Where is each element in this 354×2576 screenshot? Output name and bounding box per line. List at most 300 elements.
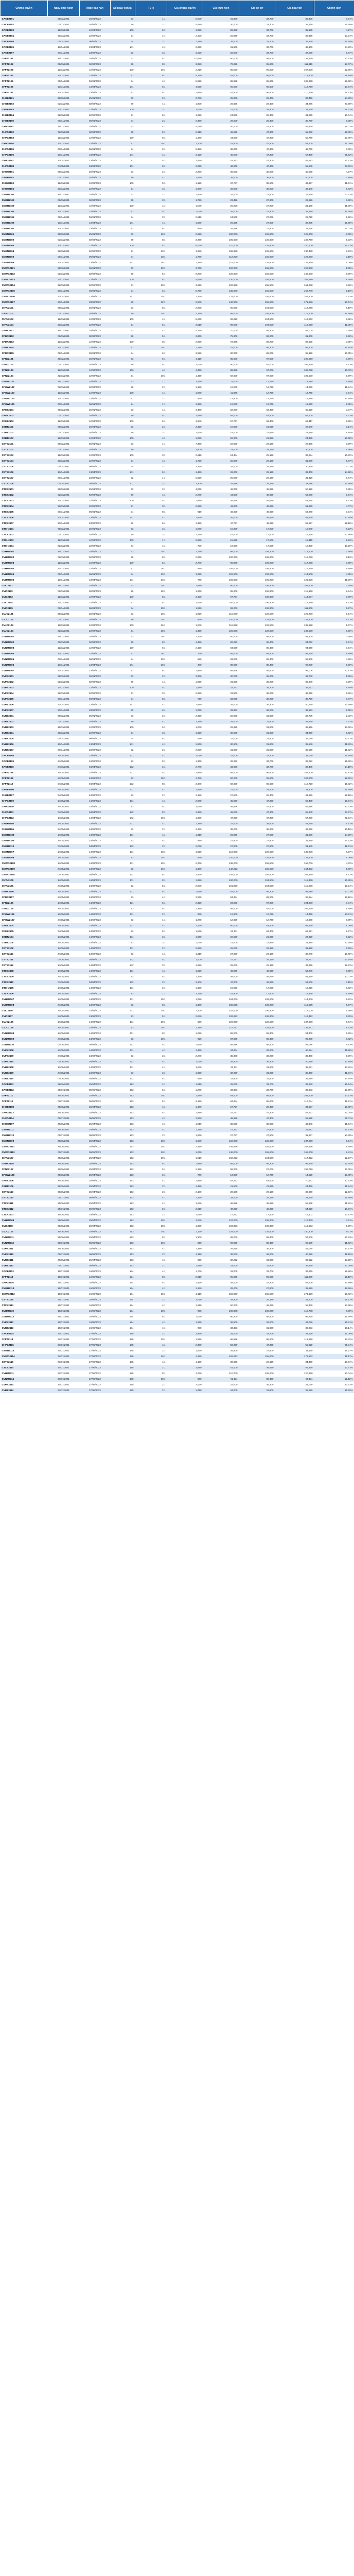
table-row: [1, 1178, 354, 1184]
cell-warrant-price: 1,380: [167, 1246, 203, 1252]
cell-maturity-date: 14/03/2022: [80, 912, 111, 918]
cell-days-left: 93: [111, 776, 135, 782]
cell-premium: 0.54%: [314, 612, 354, 617]
cell-premium: 7.29%: [314, 680, 354, 685]
cell-warrant-code: CSTB2108: [1, 481, 48, 487]
cell-ratio: 4:1: [135, 45, 167, 50]
cell-underlying-price: 95,600: [239, 73, 275, 79]
cell-warrant-code: CMBB2113: [1, 1286, 48, 1292]
cell-maturity-date: 24/02/2022: [80, 1037, 111, 1042]
cell-underlying-price: 29,150: [239, 442, 275, 447]
cell-underlying-price: 47,300: [239, 152, 275, 158]
cell-warrant-code: CTCH2102: [1, 532, 48, 538]
cell-warrant-code: CVNM2102: [1, 640, 48, 646]
cell-warrant-price: 1,830: [167, 1348, 203, 1354]
cell-strike-price: 44,000: [203, 493, 239, 498]
cell-breakeven-price: 32,460: [275, 96, 314, 101]
table-row: [1, 243, 354, 249]
table-row: [1, 152, 354, 158]
cell-warrant-code: CTCH2104: [1, 544, 48, 549]
cell-warrant-code: CMSN2101: [1, 232, 48, 238]
cell-warrant-price: 1,630: [167, 430, 203, 436]
cell-issue-date: 13/04/2021: [48, 260, 80, 266]
cell-underlying-price: 109,200: [239, 1371, 275, 1377]
cell-breakeven-price: 134,250: [275, 56, 314, 62]
table-row: [1, 1207, 354, 1212]
cell-issue-date: 23/04/2021: [48, 748, 80, 753]
cell-ratio: 3:1: [135, 50, 167, 56]
cell-ratio: 4:1: [135, 544, 167, 549]
cell-issue-date: 12/03/2021: [48, 595, 80, 600]
cell-breakeven-price: 31,906: [275, 833, 314, 838]
cell-maturity-date: 25/04/2022: [80, 1122, 111, 1127]
cell-warrant-code: CPNJ2101: [1, 357, 48, 362]
cell-issue-date: 14/05/2021: [48, 935, 80, 940]
cell-warrant-price: 900: [167, 1326, 203, 1331]
table-row: [1, 300, 354, 306]
cell-premium: 8.42%: [314, 600, 354, 606]
cell-days-left: 132: [111, 1059, 135, 1065]
cell-strike-price: 48,888: [203, 1201, 239, 1207]
table-row: [1, 1286, 354, 1292]
cell-premium: 13.37%: [314, 1382, 354, 1388]
cell-strike-price: 28,500: [203, 1348, 239, 1354]
cell-breakeven-price: 53,200: [275, 980, 314, 986]
table-row: [1, 22, 354, 28]
cell-strike-price: 96,666: [203, 1337, 239, 1343]
cell-warrant-price: 1,080: [167, 249, 203, 255]
cell-issue-date: 25/02/2021: [48, 634, 80, 640]
cell-underlying-price: 88,400: [239, 1037, 275, 1042]
cell-breakeven-price: 42,860: [275, 827, 314, 833]
cell-breakeven-price: 108,900: [275, 1093, 314, 1099]
cell-warrant-price: 2,010: [167, 753, 203, 759]
cell-issue-date: 23/04/2021: [48, 521, 80, 527]
cell-ratio: 4:1: [135, 328, 167, 334]
table-row: [1, 425, 354, 430]
cell-breakeven-price: 117,322: [275, 1156, 314, 1161]
cell-issue-date: 22/03/2021: [48, 323, 80, 328]
cell-breakeven-price: 68,961: [275, 929, 314, 935]
header-cell-warrant-price: Giá chứng quyền: [167, 1, 203, 16]
cell-days-left: 34: [111, 697, 135, 702]
cell-breakeven-price: 18,415: [275, 538, 314, 544]
cell-underlying-price: 95,600: [239, 1275, 275, 1280]
cell-days-left: 93: [111, 906, 135, 912]
cell-days-left: 174: [111, 1297, 135, 1303]
cell-underlying-price: 109,200: [239, 561, 275, 566]
cell-premium: 8.40%: [314, 1144, 354, 1150]
cell-issue-date: 04/06/2021: [48, 957, 80, 963]
table-row: [1, 1348, 354, 1354]
cell-premium: 7.71%: [314, 16, 354, 22]
cell-underlying-price: 36,200: [239, 1048, 275, 1054]
cell-ratio: 8:1: [135, 62, 167, 67]
cell-premium: 4.98%: [314, 657, 354, 663]
cell-underlying-price: 49,650: [239, 1303, 275, 1309]
table-row: [1, 969, 354, 974]
cell-days-left: 63: [111, 124, 135, 130]
cell-strike-price: 29,000: [203, 1195, 239, 1201]
cell-issue-date: 06/04/2021: [48, 118, 80, 124]
cell-maturity-date: 25/04/2022: [80, 1246, 111, 1252]
cell-underlying-price: 27,900: [239, 204, 275, 209]
cell-warrant-code: CSTB2101: [1, 442, 48, 447]
cell-ratio: 4:1: [135, 1303, 167, 1309]
cell-issue-date: 06/04/2021: [48, 147, 80, 152]
cell-strike-price: 12,000: [203, 385, 239, 391]
cell-issue-date: 04/05/2021: [48, 164, 80, 170]
cell-premium: 9.16%: [314, 289, 354, 294]
cell-maturity-date: 05/05/2022: [80, 1088, 111, 1093]
table-row: [1, 742, 354, 748]
cell-premium: 15.79%: [314, 1388, 354, 1394]
cell-underlying-price: 95,600: [239, 56, 275, 62]
cell-premium: 4.07%: [314, 504, 354, 510]
cell-strike-price: 146,666: [203, 1144, 239, 1150]
cell-maturity-date: 06/01/2022: [80, 402, 111, 408]
cell-ratio: 5:1: [135, 1167, 167, 1173]
cell-underlying-price: 31,800: [239, 714, 275, 719]
cell-warrant-code: CVPB2110: [1, 1059, 48, 1065]
cell-ratio: 2:1: [135, 935, 167, 940]
cell-underlying-price: 104,500: [239, 311, 275, 317]
cell-maturity-date: 13/04/2022: [80, 470, 111, 476]
cell-warrant-code: CPOW2102: [1, 385, 48, 391]
table-row: [1, 668, 354, 674]
cell-maturity-date: 27/05/2022: [80, 1371, 111, 1377]
cell-issue-date: 13/04/2021: [48, 152, 80, 158]
cell-strike-price: 25,000: [203, 96, 239, 101]
cell-days-left: 34: [111, 736, 135, 742]
cell-issue-date: 14/05/2021: [48, 901, 80, 906]
cell-maturity-date: 04/03/2022: [80, 481, 111, 487]
table-row: [1, 1326, 354, 1331]
table-row: [1, 997, 354, 1003]
cell-premium: 6.76%: [314, 946, 354, 952]
cell-days-left: 153: [111, 1190, 135, 1195]
cell-days-left: 141: [111, 294, 135, 300]
cell-days-left: 141: [111, 515, 135, 521]
cell-maturity-date: 22/02/2022: [80, 566, 111, 572]
cell-underlying-price: 49,650: [239, 493, 275, 498]
cell-underlying-price: 29,150: [239, 470, 275, 476]
cell-maturity-date: 27/05/2022: [80, 1354, 111, 1360]
cell-warrant-price: 1,760: [167, 294, 203, 300]
cell-breakeven-price: 32,520: [275, 1286, 314, 1292]
cell-maturity-date: 24/02/2022: [80, 793, 111, 799]
cell-strike-price: 49,000: [203, 1207, 239, 1212]
cell-strike-price: 102,222: [203, 1014, 239, 1020]
cell-issue-date: 24/05/2021: [48, 1037, 80, 1042]
cell-issue-date: 12/03/2021: [48, 204, 80, 209]
cell-underlying-price: 33,700: [239, 50, 275, 56]
cell-maturity-date: 25/01/2022: [80, 266, 111, 272]
cell-ratio: 3:1: [135, 107, 167, 113]
cell-warrant-price: 8,200: [167, 272, 203, 277]
cell-maturity-date: 04/04/2022: [80, 844, 111, 850]
cell-strike-price: 92,222: [203, 317, 239, 323]
cell-strike-price: 26,666: [203, 101, 239, 107]
cell-strike-price: 87,500: [203, 90, 239, 96]
cell-strike-price: 16,500: [203, 544, 239, 549]
cell-premium: 3.09%: [314, 147, 354, 152]
table-row: [1, 572, 354, 578]
cell-strike-price: 72,888: [203, 340, 239, 345]
cell-warrant-code: CVRE2113: [1, 1326, 48, 1331]
cell-breakeven-price: 96,800: [275, 663, 314, 668]
cell-maturity-date: 05/05/2022: [80, 1252, 111, 1258]
cell-issue-date: 04/06/2021: [48, 1042, 80, 1048]
cell-ratio: 2:1: [135, 765, 167, 770]
cell-issue-date: 14/05/2021: [48, 946, 80, 952]
cell-ratio: 2:1: [135, 912, 167, 918]
cell-days-left: 141: [111, 742, 135, 748]
cell-ratio: 2:1: [135, 385, 167, 391]
cell-underlying-price: 97,000: [239, 906, 275, 912]
cell-days-left: 111: [111, 878, 135, 884]
cell-issue-date: 12/03/2021: [48, 277, 80, 283]
table-row: [1, 617, 354, 623]
cell-maturity-date: 04/04/2022: [80, 782, 111, 787]
cell-days-left: 111: [111, 787, 135, 793]
cell-issue-date: 25/02/2021: [48, 487, 80, 493]
cell-ratio: 4:1: [135, 1116, 167, 1122]
cell-breakeven-price: 116,050: [275, 323, 314, 328]
cell-issue-date: 25/06/2021: [48, 1139, 80, 1144]
cell-strike-price: 42,000: [203, 487, 239, 493]
cell-premium: 7.15%: [314, 980, 354, 986]
cell-strike-price: 34,000: [203, 39, 239, 45]
cell-ratio: 4:1: [135, 459, 167, 464]
cell-maturity-date: 24/02/2022: [80, 884, 111, 889]
cell-issue-date: 23/04/2021: [48, 50, 80, 56]
cell-underlying-price: 128,500: [239, 1025, 275, 1031]
cell-days-left: 92: [111, 226, 135, 232]
cell-issue-date: 25/06/2021: [48, 1167, 80, 1173]
cell-days-left: 92: [111, 708, 135, 714]
cell-breakeven-price: 89,000: [275, 328, 314, 334]
cell-premium: 5.36%: [314, 1008, 354, 1014]
cell-breakeven-price: 35,960: [275, 1263, 314, 1269]
table-row: [1, 634, 354, 640]
cell-ratio: 2:1: [135, 487, 167, 493]
cell-strike-price: 46,666: [203, 969, 239, 974]
cell-premium: 9.19%: [314, 566, 354, 572]
cell-ratio: 2:1: [135, 1212, 167, 1218]
table-row: [1, 963, 354, 969]
cell-days-left: 91: [111, 33, 135, 39]
cell-maturity-date: 14/04/2022: [80, 963, 111, 969]
cell-warrant-code: CVPB2108: [1, 1048, 48, 1054]
cell-warrant-price: 2,390: [167, 118, 203, 124]
cell-strike-price: 46,666: [203, 804, 239, 810]
cell-premium: 13.08%: [314, 1263, 354, 1269]
cell-maturity-date: 16/05/2022: [80, 1326, 111, 1331]
cell-warrant-code: CMWG2106: [1, 294, 48, 300]
cell-warrant-code: CHPG2115: [1, 1280, 48, 1286]
cell-breakeven-price: 40,760: [275, 702, 314, 708]
cell-premium: 23.89%: [314, 1280, 354, 1286]
cell-strike-price: 27,222: [203, 1127, 239, 1133]
cell-warrant-price: 1,920: [167, 878, 203, 884]
cell-ratio: 10:1: [135, 612, 167, 617]
cell-breakeven-price: 33,120: [275, 107, 314, 113]
cell-underlying-price: 86,200: [239, 895, 275, 901]
cell-ratio: 4:1: [135, 895, 167, 901]
cell-ratio: 2:1: [135, 96, 167, 101]
cell-breakeven-price: 24,460: [275, 1184, 314, 1190]
cell-premium: 9.41%: [314, 821, 354, 827]
cell-strike-price: 104,000: [203, 997, 239, 1003]
table-row: [1, 527, 354, 532]
cell-breakeven-price: 39,693: [275, 708, 314, 714]
cell-warrant-code: CVHM2110: [1, 1309, 48, 1314]
cell-underlying-price: 21,950: [239, 940, 275, 946]
cell-breakeven-price: 13,758: [275, 391, 314, 396]
cell-underlying-price: 49,650: [239, 510, 275, 515]
table-row: [1, 872, 354, 878]
cell-warrant-code: CVHM2106: [1, 578, 48, 583]
cell-warrant-code: CVJC2107: [1, 1229, 48, 1235]
cell-issue-date: 02/03/2021: [48, 447, 80, 453]
cell-warrant-code: CPNJ2106: [1, 906, 48, 912]
cell-issue-date: 14/05/2021: [48, 1020, 80, 1025]
cell-warrant-code: CMWG2111: [1, 1144, 48, 1150]
cell-ratio: 4:1: [135, 1082, 167, 1088]
cell-maturity-date: 24/02/2022: [80, 1003, 111, 1008]
cell-warrant-price: 1,710: [167, 549, 203, 555]
cell-issue-date: 14/05/2021: [48, 889, 80, 895]
cell-breakeven-price: 107,600: [275, 67, 314, 73]
cell-warrant-price: 2,300: [167, 481, 203, 487]
cell-ratio: 4:1: [135, 952, 167, 957]
table-row: [1, 855, 354, 861]
cell-breakeven-price: 137,000: [275, 1020, 314, 1025]
cell-warrant-price: 1,090: [167, 436, 203, 442]
cell-breakeven-price: 32,160: [275, 1348, 314, 1354]
cell-strike-price: 31,000: [203, 736, 239, 742]
table-row: [1, 147, 354, 152]
cell-days-left: 34: [111, 215, 135, 221]
table-row: [1, 1241, 354, 1246]
cell-premium: 17.89%: [314, 135, 354, 141]
table-row: [1, 1071, 354, 1076]
table-row: [1, 606, 354, 612]
cell-days-left: 163: [111, 1133, 135, 1139]
cell-breakeven-price: 67,400: [275, 413, 314, 419]
cell-warrant-code: CVNM2105: [1, 657, 48, 663]
table-row: [1, 725, 354, 731]
cell-underlying-price: 95,600: [239, 782, 275, 787]
cell-ratio: 2:1: [135, 39, 167, 45]
cell-ratio: 2:1: [135, 1190, 167, 1195]
cell-warrant-code: CVIC2105: [1, 606, 48, 612]
table-row: [1, 62, 354, 67]
cell-breakeven-price: 38,760: [275, 697, 314, 702]
cell-days-left: 99: [111, 130, 135, 135]
cell-premium: 14.36%: [314, 833, 354, 838]
cell-warrant-code: CNVL2104: [1, 323, 48, 328]
cell-warrant-code: CVPB2105: [1, 697, 48, 702]
table-row: [1, 1133, 354, 1139]
cell-issue-date: 24/05/2021: [48, 1014, 80, 1020]
cell-breakeven-price: 106,750: [275, 1167, 314, 1173]
cell-ratio: 2:1: [135, 714, 167, 719]
cell-days-left: 185: [111, 1354, 135, 1360]
cell-warrant-code: CTCB2101: [1, 487, 48, 493]
cell-strike-price: 86,000: [203, 1031, 239, 1037]
cell-underlying-price: 125,800: [239, 255, 275, 260]
cell-premium: 5.22%: [314, 997, 354, 1003]
cell-warrant-price: 1,940: [167, 419, 203, 425]
cell-breakeven-price: 114,900: [275, 997, 314, 1003]
cell-strike-price: 90,000: [203, 306, 239, 311]
cell-maturity-date: 06/01/2022: [80, 657, 111, 663]
cell-maturity-date: 22/02/2022: [80, 187, 111, 192]
cell-warrant-price: 3,470: [167, 238, 203, 243]
cell-underlying-price: 49,650: [239, 980, 275, 986]
cell-premium: 17.02%: [314, 226, 354, 232]
cell-strike-price: 106,000: [203, 578, 239, 583]
cell-maturity-date: 04/03/2022: [80, 164, 111, 170]
cell-warrant-price: 700: [167, 544, 203, 549]
cell-warrant-price: 5,790: [167, 289, 203, 294]
cell-premium: 11.68%: [314, 204, 354, 209]
cell-warrant-price: 5,260: [167, 317, 203, 323]
cell-maturity-date: 05/05/2022: [80, 1195, 111, 1201]
cell-premium: 11.48%: [314, 311, 354, 317]
cell-days-left: 174: [111, 1320, 135, 1326]
cell-strike-price: 122,000: [203, 1139, 239, 1144]
cell-issue-date: 22/03/2021: [48, 459, 80, 464]
cell-warrant-code: CMWG2102: [1, 272, 48, 277]
table-row: [1, 67, 354, 73]
cell-days-left: 63: [111, 16, 135, 22]
cell-premium: 10.98%: [314, 436, 354, 442]
table-row: [1, 549, 354, 555]
cell-underlying-price: 49,650: [239, 974, 275, 980]
cell-warrant-price: 3,110: [167, 357, 203, 362]
cell-strike-price: 110,000: [203, 612, 239, 617]
cell-underlying-price: 49,650: [239, 1365, 275, 1371]
cell-strike-price: 90,000: [203, 84, 239, 90]
cell-days-left: 109: [111, 135, 135, 141]
cell-breakeven-price: 39,480: [275, 1054, 314, 1059]
cell-premium: 10.03%: [314, 368, 354, 374]
cell-ratio: 6:1: [135, 419, 167, 425]
cell-maturity-date: 12/03/2022: [80, 368, 111, 374]
table-row: [1, 1365, 354, 1371]
cell-warrant-code: CVJC2105: [1, 1020, 48, 1025]
cell-underlying-price: 104,500: [239, 317, 275, 323]
cell-strike-price: 88,888: [203, 79, 239, 84]
cell-warrant-code: CVJC2102: [1, 617, 48, 623]
cell-maturity-date: 22/02/2022: [80, 73, 111, 79]
cell-days-left: 111: [111, 799, 135, 804]
cell-maturity-date: 02/03/2022: [80, 238, 111, 243]
cell-warrant-code: CSTB2111: [1, 957, 48, 963]
table-row: [1, 158, 354, 164]
cell-ratio: 5:1: [135, 1014, 167, 1020]
cell-maturity-date: 02/03/2022: [80, 719, 111, 725]
cell-warrant-price: 1,390: [167, 260, 203, 266]
cell-premium: 11.84%: [314, 385, 354, 391]
cell-breakeven-price: 33,600: [275, 1297, 314, 1303]
cell-maturity-date: 25/01/2022: [80, 442, 111, 447]
table-row: [1, 895, 354, 901]
cell-issue-date: 04/06/2021: [48, 1059, 80, 1065]
